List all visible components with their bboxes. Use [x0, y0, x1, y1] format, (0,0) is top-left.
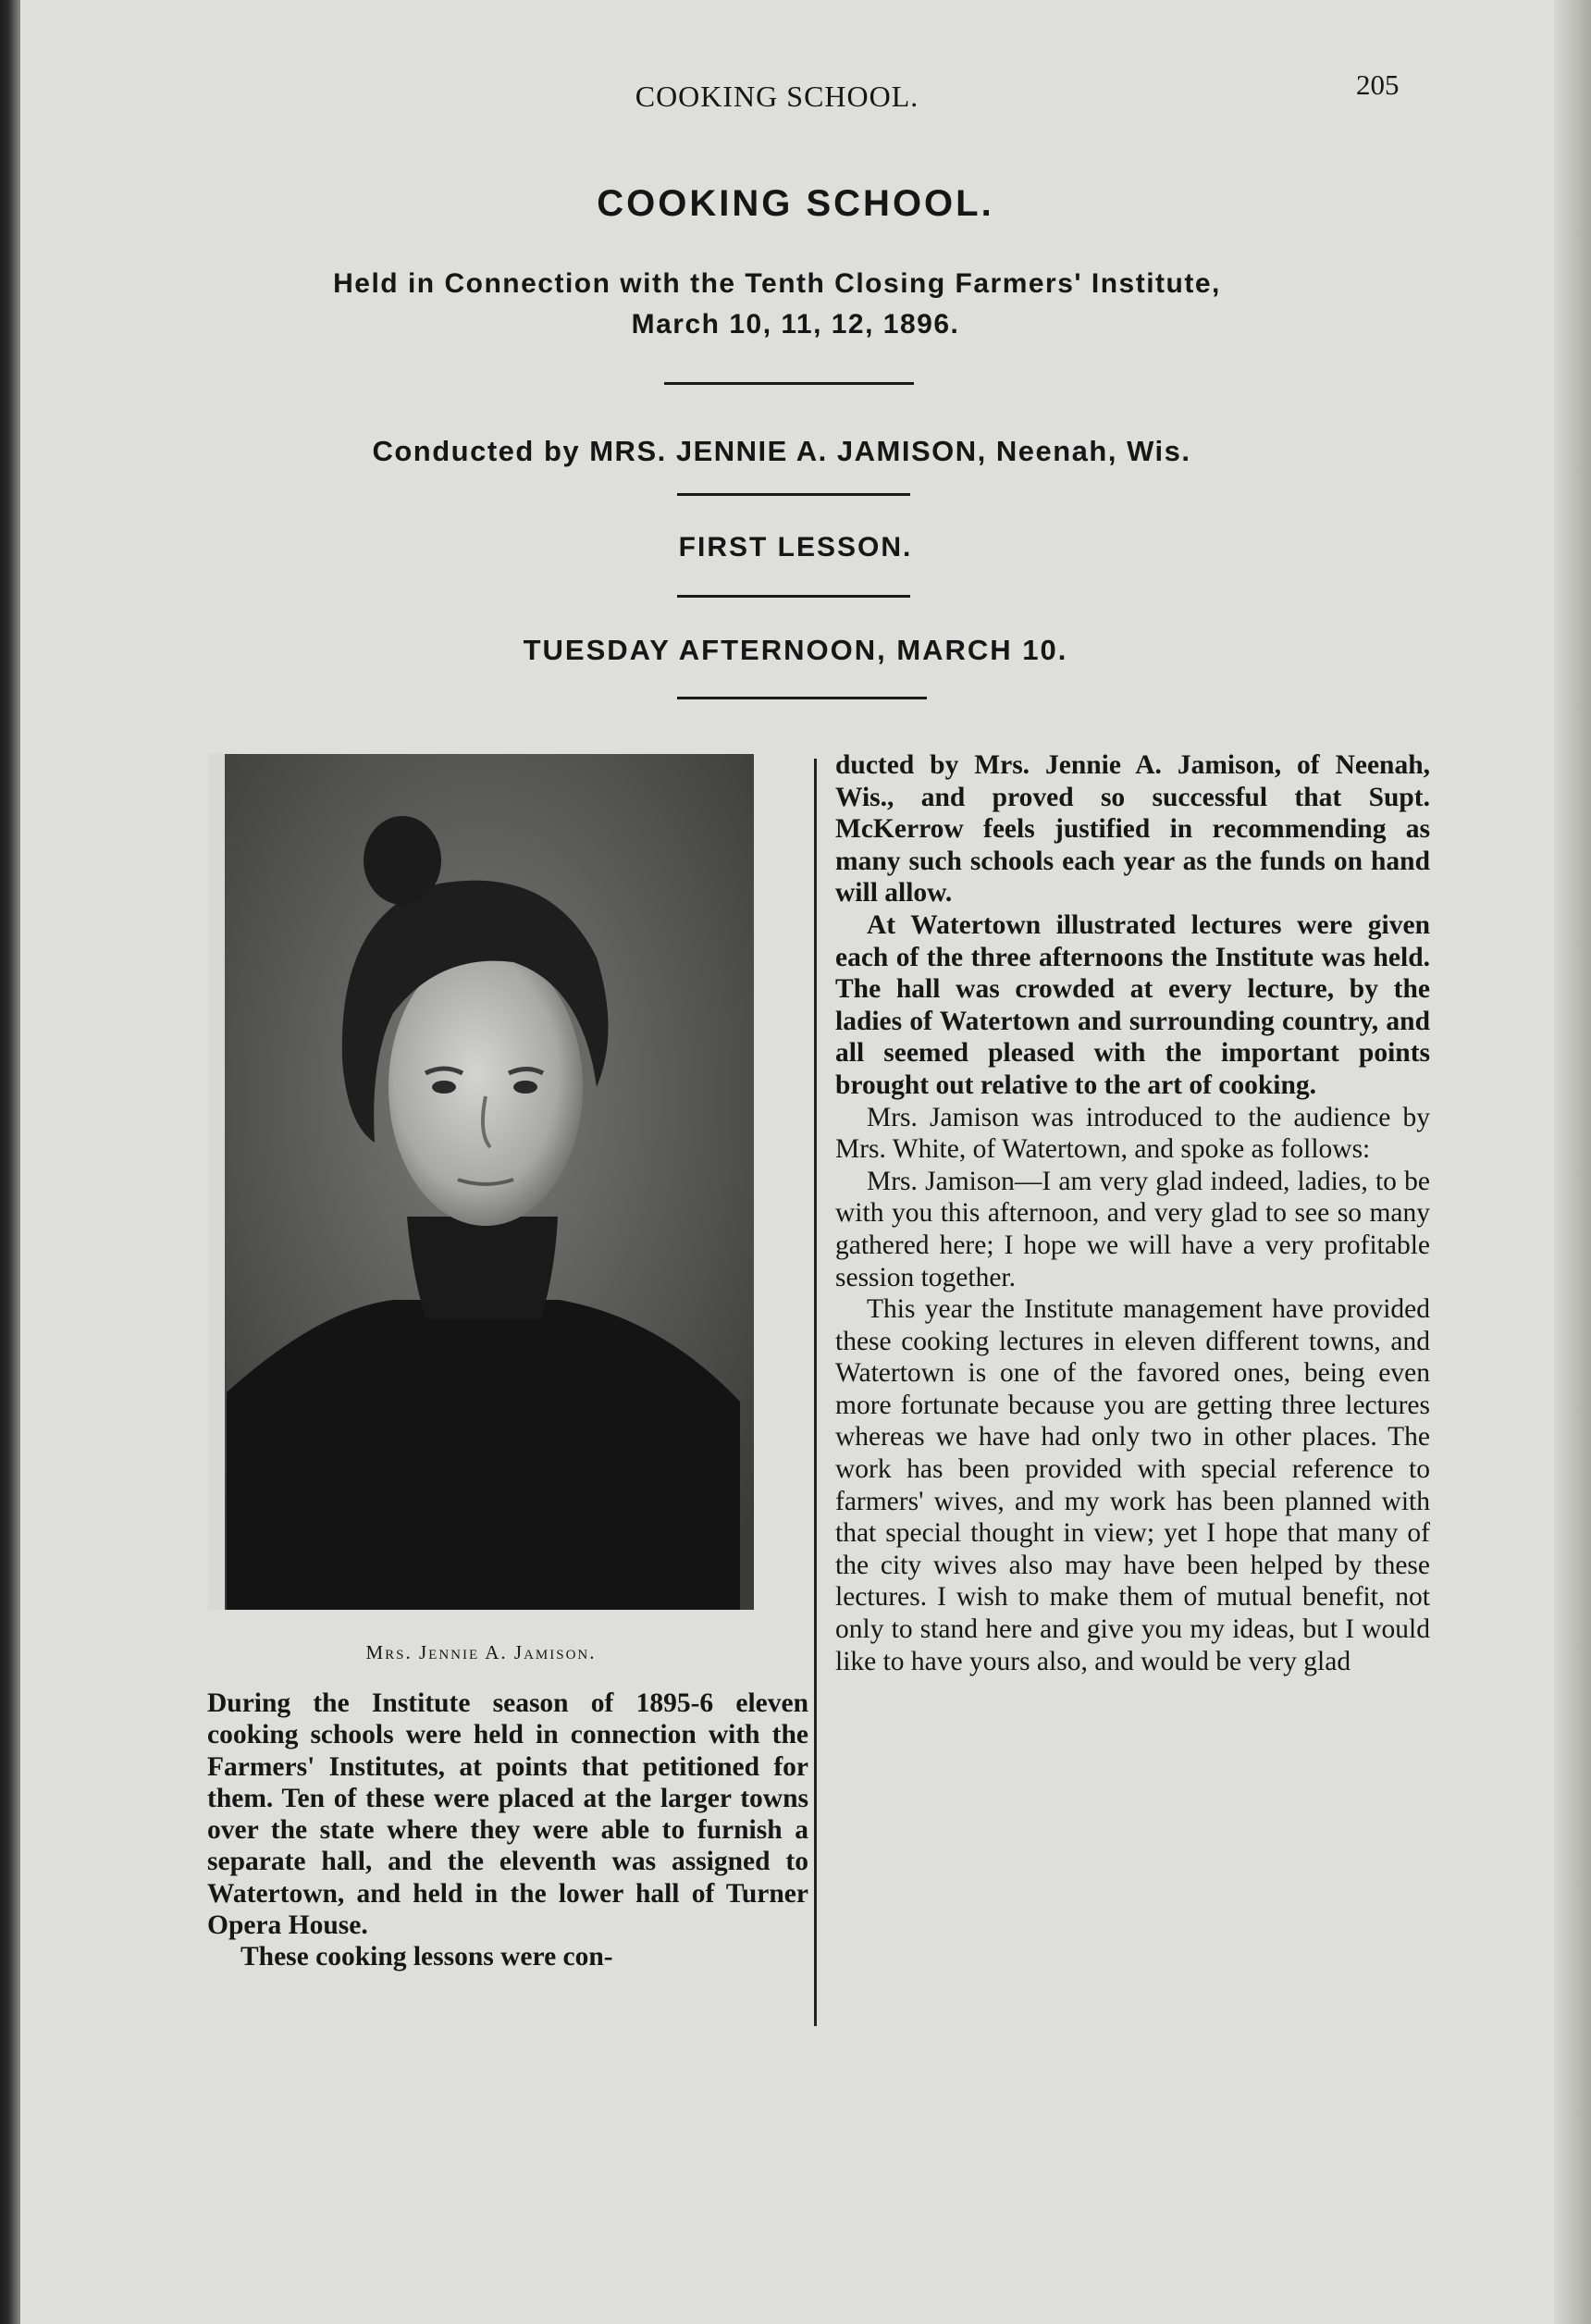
divider-rule	[677, 493, 910, 496]
subtitle-line-1: Held in Connection with the Tenth Closing Farmers' Institute,	[333, 268, 1221, 299]
paragraph: Mrs. Jamison was introduced to the audience by Mrs. White, of Watertown, and spoke as follows:	[835, 1102, 1430, 1165]
page-edge	[1554, 0, 1591, 2324]
right-column	[835, 749, 1430, 1677]
paragraph: This year the Institute management have provided these cooking lectures in eleven different towns, and Watertown is one of the favored ones, being even more fortunate because you are getting three lectures whereas we have had only two in other places. The work has been provided with special reference to farmers' wives, and my work has been planned with that special thought in view; yet I hope that many of the city wives also may have been helped by these lectures. I wish to make them of mutual benefit, not only to stand here and give you my ideas, but I would like to have yours also, and would be very glad	[835, 1294, 1430, 1676]
paragraph: Mrs. Jamison—I am very glad indeed, ladies, to be with you this afternoon, and very glad to see so many gathered here; I hope we will have a very profitable session together.	[835, 1166, 1430, 1292]
section-title: COOKING SCHOOL.	[597, 183, 994, 224]
portrait-illustration	[208, 754, 754, 1610]
divider-rule	[677, 697, 927, 699]
divider-rule	[677, 595, 910, 598]
conducted-by: Conducted by MRS. JENNIE A. JAMISON, Neenah, Wis.	[372, 435, 1191, 467]
paragraph: During the Institute season of 1895-6 eleven cooking schools were held in connection with the Farmers' Institutes, at points that petitioned for them. Ten of these were placed at the larger towns over the state where they were able to furnish a separate hall, and the eleventh was assigned to Watertown, and held in the lower hall of Turner Opera House.	[207, 1688, 808, 1941]
paragraph: At Watertown illustrated lectures were given each of the three afternoons the Institute was held. The hall was crowded at every lecture, by the ladies of Watertown and surrounding country, and all seemed pleased with the important points brought out relative to the art of cooking.	[835, 909, 1430, 1100]
binding-edge	[0, 0, 20, 2324]
paragraph: These cooking lessons were con-	[240, 1942, 613, 1972]
column-divider	[814, 759, 817, 2026]
subtitle-line-2: March 10, 11, 12, 1896.	[631, 309, 960, 340]
divider-rule	[664, 382, 914, 385]
portrait-photo	[208, 754, 754, 1610]
lesson-heading: FIRST LESSON.	[678, 532, 913, 562]
page-number: 205	[1356, 68, 1400, 101]
photo-caption: Mrs. Jennie A. Jamison.	[365, 1641, 597, 1663]
paragraph: ducted by Mrs. Jennie A. Jamison, of Neenah, Wis., and proved so successful that Supt. McKerrow feels justified in recommending as many such schools each year as the funds on hand will allow.	[835, 750, 1430, 909]
left-column	[207, 1687, 808, 1973]
running-head: COOKING SCHOOL.	[635, 80, 919, 113]
session-heading: TUESDAY AFTERNOON, MARCH 10.	[523, 634, 1068, 666]
